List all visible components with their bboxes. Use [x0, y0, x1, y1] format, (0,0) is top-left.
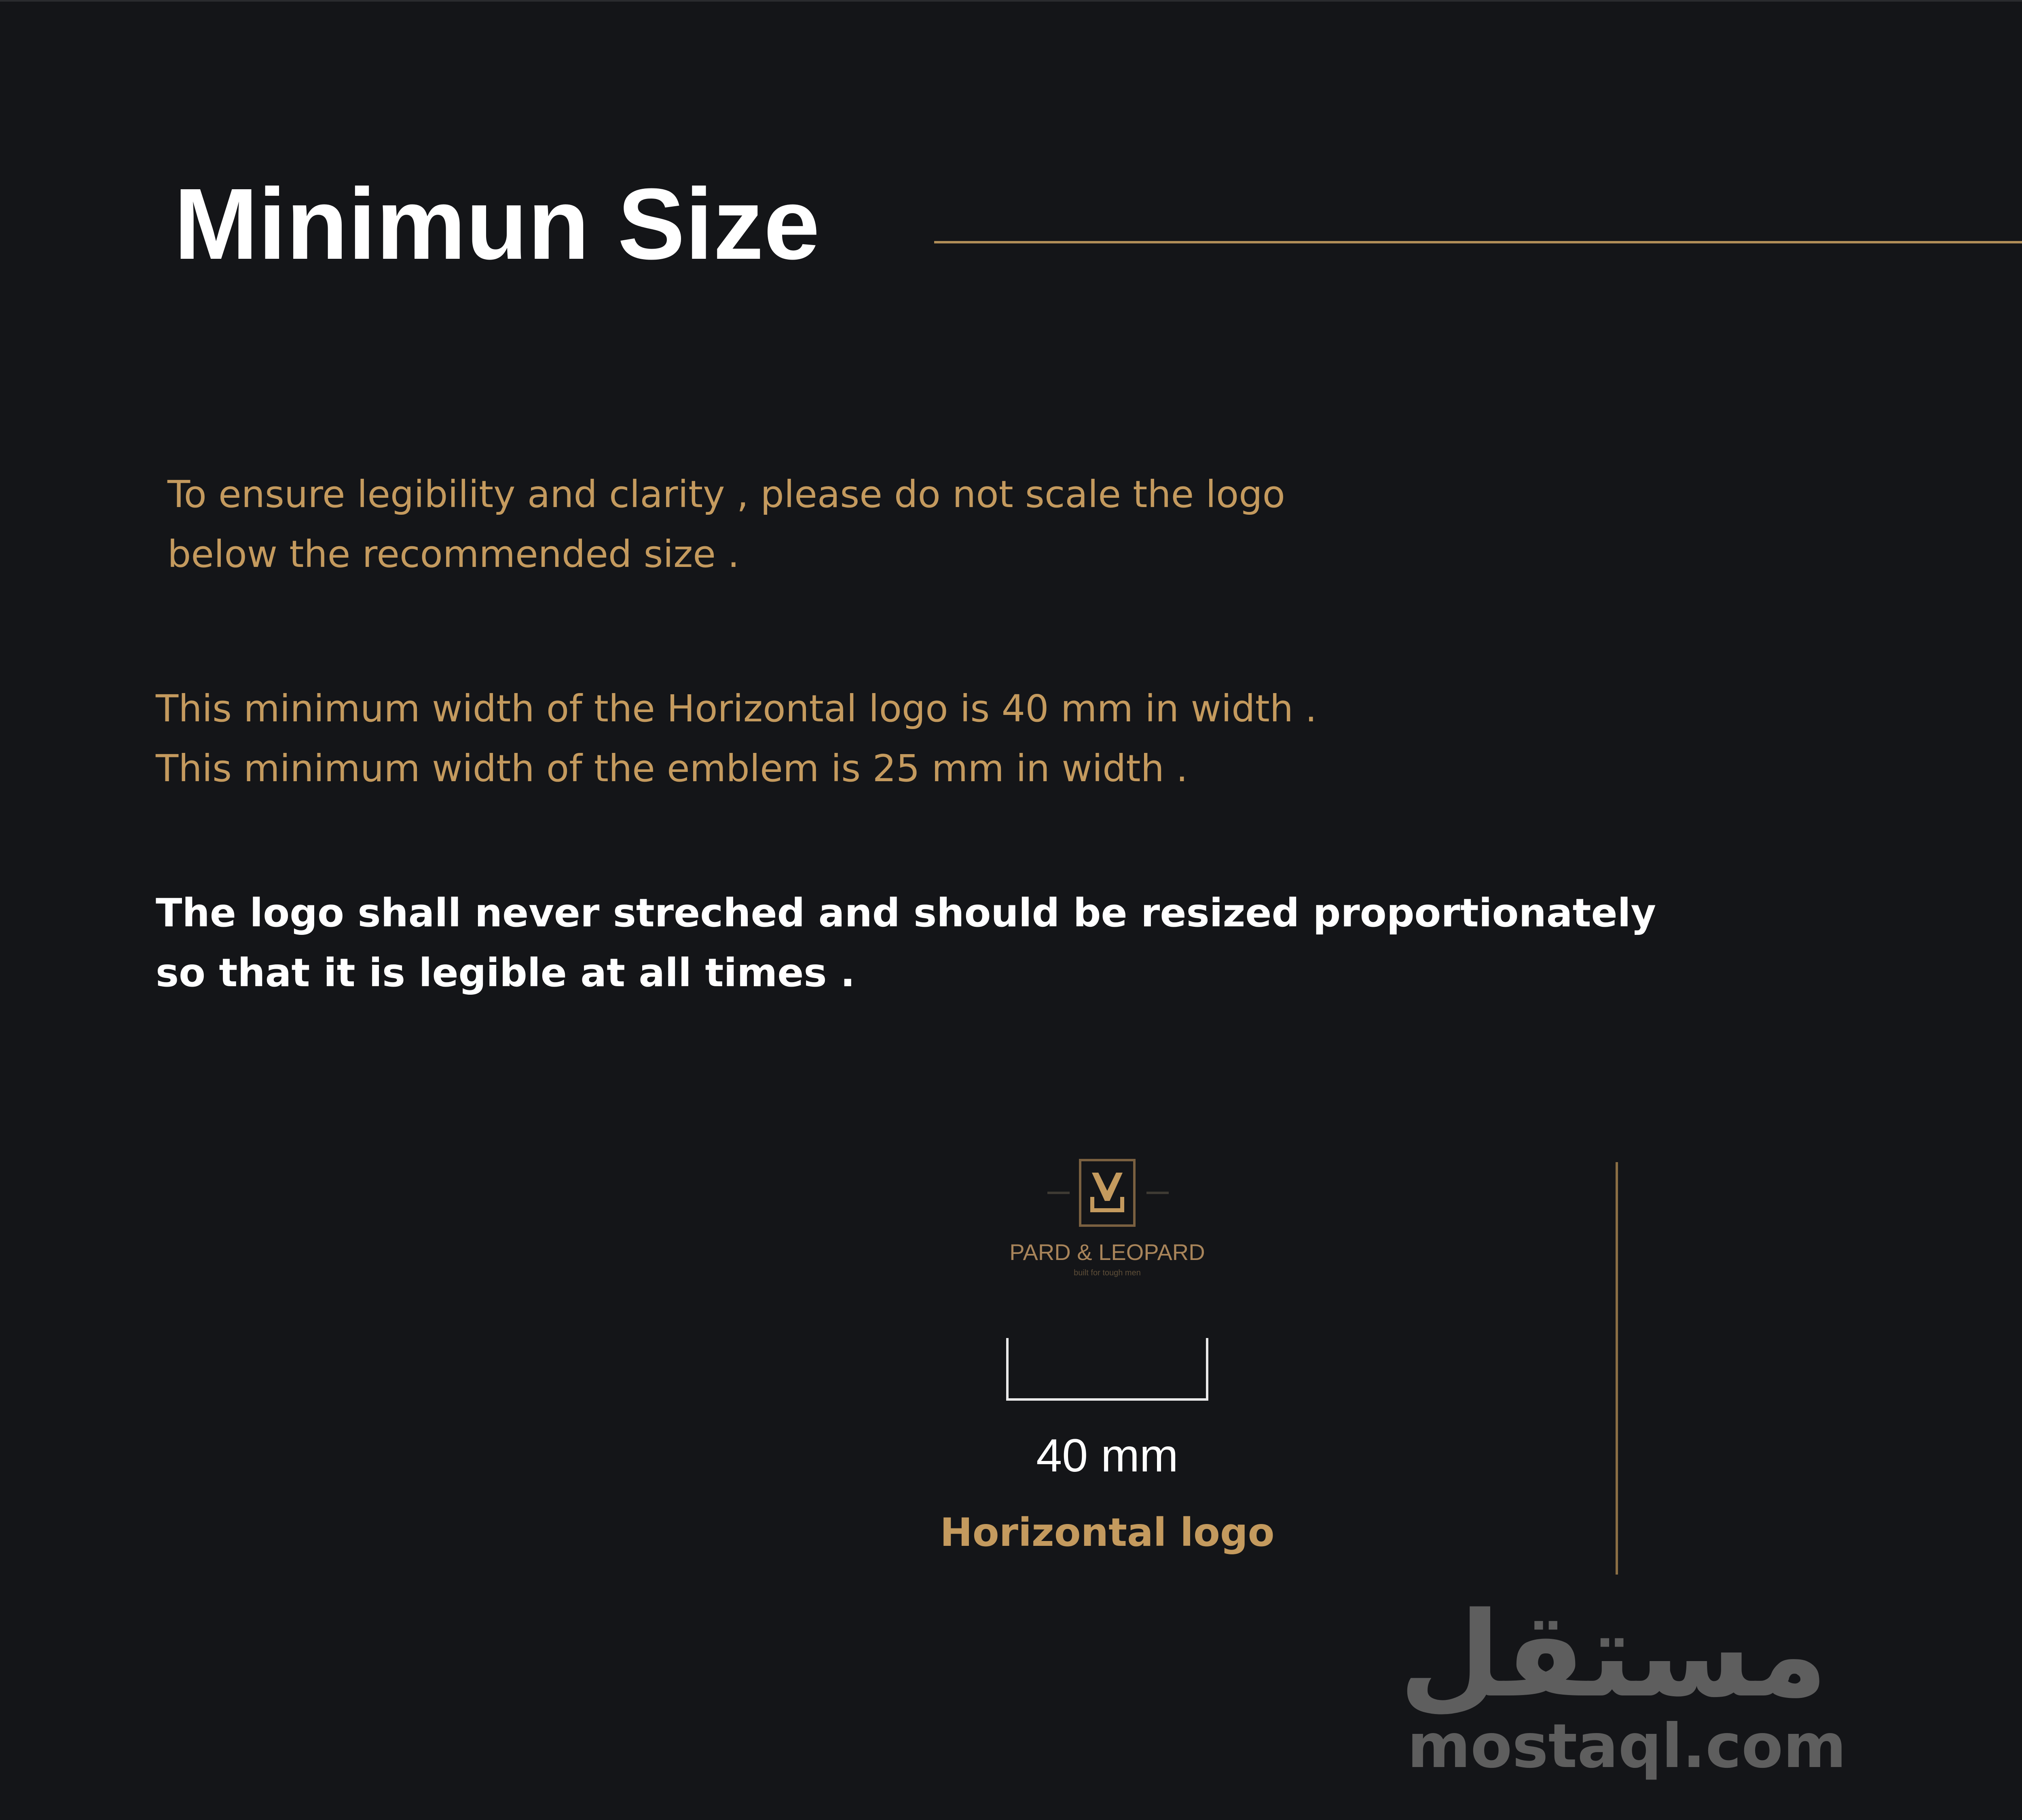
- rule-paragraph: [156, 883, 1656, 1003]
- title-divider-line: [934, 241, 2022, 243]
- width-bracket-40mm: [1006, 1338, 1208, 1401]
- brand-tagline: built for tough men: [1074, 1268, 1141, 1277]
- emblem-side-dash: [1146, 1192, 1169, 1194]
- rule-line: The logo shall never streched and should be resized proportionately: [156, 890, 1656, 936]
- leopard-mark-icon: [1087, 1169, 1127, 1217]
- intro-line: below the recommended size .: [167, 533, 740, 576]
- specimen-caption: Horizontal logo: [940, 1510, 1275, 1555]
- emblem-icon: [1079, 1159, 1136, 1227]
- vertical-divider: [1616, 1162, 1618, 1575]
- intro-paragraph: [167, 465, 1285, 584]
- spec-line-horizontal: This minimum width of the Horizontal logo is 40 mm in width .: [156, 687, 1317, 730]
- intro-line: To ensure legibility and clarity , please do not scale the logo: [167, 473, 1285, 516]
- page-title: Minimun Size: [174, 167, 820, 280]
- measure-label: [1992, 1429, 2022, 1482]
- brand-name: PARD & LEOPARD: [1009, 1239, 1205, 1265]
- watermark-logo-latin: mostaql.com: [1407, 1711, 1846, 1782]
- spec-line-emblem: This minimum width of the emblem is 25 mm in width .: [156, 747, 1188, 790]
- watermark-logo-arabic: مستقل: [1399, 1587, 1828, 1723]
- emblem-side-dash: [1047, 1192, 1070, 1194]
- measure-label: 40 mm: [1036, 1430, 1178, 1482]
- specs-paragraph: [156, 679, 1317, 799]
- specimen-caption: [1992, 1510, 2022, 1555]
- rule-line: so that it is legible at all times .: [156, 950, 855, 996]
